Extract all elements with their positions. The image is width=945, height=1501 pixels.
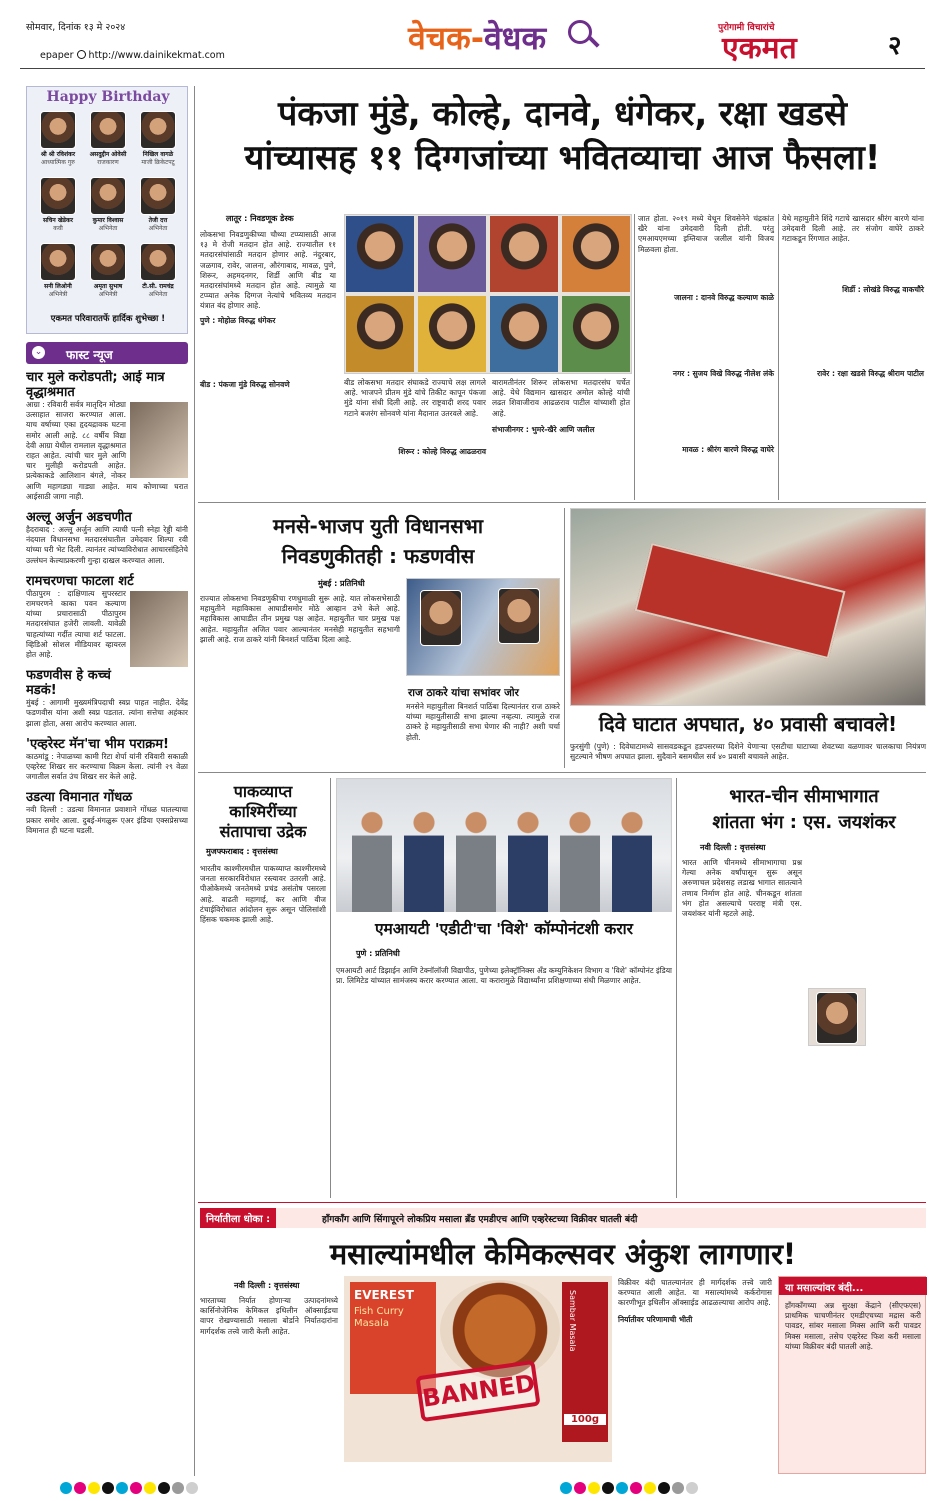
color-dot xyxy=(186,1482,198,1494)
person-photo xyxy=(90,243,126,281)
spice-strap-text: हाँगकाँग आणि सिंगापूरने लोकप्रिय मसाला ब्रँड एमडीएच आणि एव्हरेस्टच्या विक्रीवर घातली बंदी xyxy=(322,1214,638,1225)
candidate-photo xyxy=(346,216,414,292)
person-figure xyxy=(352,808,392,912)
lead-col2: बीड लोकसभा मतदार संघाकडे राज्याचे लक्ष लागले आहे. भाजपने प्रीतम मुंडे यांचे तिकीट कापून पंकजा मुंडे यांना संधी दिली आहे. तर राष्ट्रवादी शरद पवार गटाने बजरंग सोनवणे यांना मैदानात उतरवले आहे. शिरूर : कोल्हे विरुद्ध आढळराव xyxy=(344,378,486,456)
page-number: २ xyxy=(888,31,902,61)
spice-text: भारताच्या निर्यात होणाऱ्या उत्पादनांमध्ये कार्सिनोजेनिक केमिकल इथिलीन ऑक्साईडचा वापर रोखण्यासाठी मसाला बोर्डाने निर्यातदारांना मार्गदर्शक तत्त्वे जारी केली आहेत. xyxy=(200,1296,338,1336)
birthday-person xyxy=(33,111,83,175)
person-role: कवी xyxy=(53,225,63,232)
person-role: अभिनेत्री xyxy=(48,291,68,298)
person-photo xyxy=(90,177,126,215)
person-name: तेजी दत्त xyxy=(148,217,168,224)
spice-text-2: विक्रीवर बंदी घातल्यानंतर ही मार्गदर्शक तत्त्वे जारी करण्यात आली आहेत. या मसाल्यांमध्ये कर्करोगास कारणीभूत इथिलीन ऑक्साईड आढळल्याचा आरोप आहे. निर्यातीवर परिणामाची भीती xyxy=(618,1278,772,1324)
candidate-photo xyxy=(562,216,630,292)
person-role: अभिनेता xyxy=(98,225,118,232)
person-name: सचिन खेडेकर xyxy=(42,217,74,224)
color-dot xyxy=(88,1482,100,1494)
color-dot xyxy=(630,1482,642,1494)
fast-news-item[interactable] xyxy=(26,510,188,566)
banned-list-text: हाँगकाँगच्या अन्न सुरक्षा केंद्राने (सीएफएस) प्राथमिक चाचणीनंतर एमडीएचच्या मद्रास करी पावडर, सांबर मसाला मिक्स आणि करी पावडर मिक्स मसाला, तसेच एव्हरेस्ट फिश करी मसाला यांच्या विक्रीवर बंदी घातली आहे. xyxy=(785,1301,921,1351)
person-figure xyxy=(612,808,652,912)
everest-pack: EVEREST Fish Curry Masala xyxy=(350,1282,436,1394)
fast-news-item[interactable] xyxy=(26,370,188,502)
fast-news-list xyxy=(26,370,188,1475)
color-dot xyxy=(102,1482,114,1494)
spice-products-image xyxy=(344,1276,612,1462)
person-photo xyxy=(140,243,176,281)
china-headline-1: भारत-चीन सीमाभागात xyxy=(729,786,879,807)
color-dot xyxy=(602,1482,614,1494)
birthday-person xyxy=(33,177,83,241)
lead-headline-1: पंकजा मुंडे, कोल्हे, दानवे, धंगेकर, रक्षा खडसे xyxy=(277,94,848,134)
spice-tag: निर्यातीला धोका : xyxy=(200,1208,276,1228)
color-dot xyxy=(560,1482,572,1494)
lead-col5: येथे महायुतीने शिंदे गटाचे खासदार श्रीरंग बारणे यांना उमेदवारी दिली आहे. तर संजोग वाघेरे ठाकरे गटाकडून रिंगणात आहेत. शिर्डी : लोखंडे विरुद्ध वाकचौरे रावेर : रक्षा खडसे विरुद्ध श्रीराम पाटील xyxy=(782,214,924,378)
person-name: अमृता सुभाष xyxy=(93,283,123,290)
china-headline-2: शांतता भंग : एस. जयशंकर xyxy=(712,812,896,833)
fast-news-text: नवी दिल्ली : उडत्या विमानात प्रवाशाने गोंधळ घातल्याचा प्रकार समोर आला. दुबई-मंगळुरू एअर इंडिया एक्सप्रेसच्या विमानात ही घटना घडली. xyxy=(26,805,188,835)
birthday-person xyxy=(133,177,183,241)
person-name: श्री श्री रविशंकर xyxy=(40,151,76,158)
color-dot xyxy=(658,1482,670,1494)
magnifier-icon xyxy=(568,20,592,44)
fast-news-text: हैदराबाद : अल्लू अर्जुन आणि त्याची पत्नी स्नेहा रेड्डी यांनी नंदयाल विधानसभा मतदारसंघातील उमेदवार शिल्पा रवी यांच्या घरी भेट दिली. त्यानंतर त्यांच्याविरोधात आचारसंहितेचे उल्लंघन केल्याप्रकरणी गुन्हा दाखल करण्यात आला. xyxy=(26,525,188,565)
person-photo xyxy=(140,177,176,215)
mit-text: एमआयटी आर्ट डिझाईन आणि टेक्नॉलॉजी विद्यापीठ, पुणेच्या इलेक्ट्रॉनिक्स अँड कम्युनिकेशन विभाग व 'विशे' कॉम्पोनंट इंडिया प्रा. लिमिटेड यांच्यात सामंजस्य करार करण्यात आला. या करारामुळे विद्यार्थ्यांना प्रशिक्षणाच्या संधी मिळणार आहेत. xyxy=(336,966,672,986)
person-photo xyxy=(90,111,126,149)
color-dot xyxy=(116,1482,128,1494)
banned-list-box xyxy=(778,1276,926,1474)
color-dot xyxy=(144,1482,156,1494)
kashmir-text: भारतीय काश्मीरमधील पाकव्याप्त काश्मीरमध्ये जनता सरकारविरोधात रस्त्यावर उतरली आहे. पीओकेमध्ये जनतेमध्ये प्रचंड असंतोष पसरला आहे. वाढती महागाई, कर आणि वीज टंचाईविरोधात आंदोलन सुरू असून पोलिसांशी हिंसक चकमक झाली आहे. xyxy=(200,864,326,925)
banned-list-title: या मसाल्यांवर बंदी... xyxy=(779,1277,927,1295)
candidate-photo xyxy=(346,296,414,372)
brand-tagline: पुरोगामी विचारांचे xyxy=(718,23,775,33)
section-title: वेचक-वेधक xyxy=(408,19,547,57)
kashmir-dateline: मुजफ्फराबाद : वृत्तसंस्था xyxy=(206,847,278,856)
fast-news-tab[interactable] xyxy=(26,342,188,364)
fast-news-title: अल्लू अर्जुन अडचणीत xyxy=(26,510,132,526)
fast-news-text: पीठापुरम : दाक्षिणात्य सुपरस्टार रामचरणने काका पवन कल्याण यांच्या प्रचारासाठी पीठापुरम मतदारसंघात हजेरी लावली. यावेळी चाहत्यांच्या गर्दीत त्याचा शर्ट फाटला. व्हिडिओ सोशल मीडियावर व्हायरल होत आहे. xyxy=(26,588,126,660)
birthday-person xyxy=(33,243,83,307)
registration-marks-right xyxy=(560,1482,698,1494)
color-dot xyxy=(644,1482,656,1494)
issue-date: सोमवार, दिनांक १३ मे २०२४ xyxy=(26,22,126,33)
person-figure xyxy=(508,808,548,912)
birthday-wish: एकमत परिवारातर्फे हार्दिक शुभेच्छा ! xyxy=(50,314,166,324)
sambar-pack: Sambar Masala 100g xyxy=(562,1282,608,1442)
candidate-photo xyxy=(562,296,630,372)
color-dot xyxy=(158,1482,170,1494)
lead-col3: बारामतीनंतर शिरूर लोकसभा मतदारसंघ चर्चेत आहे. येथे विद्यमान खासदार अमोल कोल्हे यांची लढत शिवाजीराव आढळराव पाटील यांच्याशी होत आहे. संभाजीनगर : भुमरे-खैरे आणि जलील xyxy=(492,378,630,434)
color-dot xyxy=(672,1482,684,1494)
fast-news-label: फास्ट न्यूज xyxy=(66,348,113,362)
masthead xyxy=(0,0,945,78)
color-dot xyxy=(130,1482,142,1494)
lead-headline-2: यांच्यासह ११ दिग्गजांच्या भवितव्याचा आज फैसला! xyxy=(244,138,881,178)
brand-logo: एकमत xyxy=(722,31,797,66)
birthday-box xyxy=(26,86,188,334)
person-role: अभिनेता xyxy=(148,291,168,298)
person-role: अभिनेता xyxy=(148,225,168,232)
fast-news-item[interactable] xyxy=(26,790,188,836)
fast-news-title: 'एव्हरेस्ट मॅन'चा भीम पराक्रम! xyxy=(26,736,169,752)
lead-dateline: लातूर : निवडणूक डेस्क xyxy=(226,214,294,223)
mns-text-2: मनसेने महायुतीला बिनशर्त पाठिंबा दिल्यानंतर राज ठाकरे यांच्या महायुतीसाठी सभा झाल्या नव्हत्या. त्यामुळे राज ठाकरे हे महायुतीसाठी सभा घेणार की नाही? अशी चर्चा होती. xyxy=(406,702,560,742)
fast-news-title: उडत्या विमानात गोंधळ xyxy=(26,790,133,806)
color-dot xyxy=(172,1482,184,1494)
china-dateline: नवी दिल्ली : वृत्तसंस्था xyxy=(700,843,766,852)
color-dot xyxy=(588,1482,600,1494)
birthday-person xyxy=(133,111,183,175)
birthday-person xyxy=(83,243,133,307)
spice-headline: मसाल्यांमधील केमिकल्सवर अंकुश लागणार! xyxy=(329,1237,797,1271)
color-dot xyxy=(616,1482,628,1494)
fast-news-item[interactable] xyxy=(26,737,188,783)
person-photo xyxy=(40,177,76,215)
spice-strap xyxy=(200,1208,926,1228)
accident-headline: दिवे घाटात अपघात, ४० प्रवासी बचावले! xyxy=(598,712,898,736)
person-name: असदुद्दीन ओवेसी xyxy=(89,151,127,158)
person-role: आध्यात्मिक गुरु xyxy=(41,159,75,166)
birthday-title: Happy Birthday xyxy=(46,89,170,105)
globe-icon xyxy=(77,50,86,59)
fast-news-text: काठमांडू : नेपाळच्या कामी रिटा शेर्पा यांनी रविवारी सकाळी एव्हरेस्ट शिखर सर करण्याचा विक्रम केला. त्यांनी २९ वेळा जगातील सर्वात उंच शिखर सर केले आहे. xyxy=(26,751,188,782)
person-photo xyxy=(40,111,76,149)
person-figure xyxy=(560,808,600,912)
epaper-link[interactable]: epaper http://www.dainikekmat.com xyxy=(40,50,225,61)
chevron-down-icon: ⌄ xyxy=(32,346,45,359)
birthday-person xyxy=(83,111,133,175)
person-role: माजी क्रिकेटपटू xyxy=(141,159,175,166)
mns-headline-1: मनसे-भाजप युती विधानसभा xyxy=(272,514,484,538)
birthday-grid xyxy=(33,111,183,307)
candidate-photo xyxy=(418,216,486,292)
fast-news-title: चार मुले करोडपती; आई मात्र वृद्धाश्रमात xyxy=(26,370,165,400)
fast-news-title: फडणवीस हे कच्चं मडकं! xyxy=(26,668,111,699)
person-name: सनी लिओनी xyxy=(44,283,72,290)
kashmir-headline: पाकव्याप्त काश्मिरींच्या संतापाचा उद्रेक xyxy=(219,782,307,841)
mns-dateline: मुंबई : प्रतिनिधी xyxy=(318,579,365,588)
person-figure xyxy=(404,808,444,912)
person-name: कुमार विश्वास xyxy=(92,217,124,224)
mit-headline: एमआयटी 'एडीटी'चा 'विशे' कॉम्पोनंटशी करार xyxy=(374,920,634,938)
mit-dateline: पुणे : प्रतिनिधी xyxy=(356,949,400,958)
color-dot xyxy=(60,1482,72,1494)
china-text: भारत आणि चीनमध्ये सीमाभागाचा प्रश्न गेल्या अनेक वर्षांपासून सुरू असून अरुणाचल प्रदेशसह लडाख भागात सातत्याने तणाव निर्माण होत आहे. चीनकडून शांतता भंग होत असल्याचे परराष्ट्र मंत्री एस. जयशंकर यांनी म्हटले आहे. xyxy=(682,858,802,919)
fast-news-text: आग्रा : रविवारी सर्वत्र मातृदिन मोठ्या उत्साहात साजरा करण्यात आला. याच वर्षाच्या एका हृदयद्रावक घटना समोर आली आहे. ८८ वर्षीय विद्या देवी आग्रा येथील रामलाल वृद्धाश्रमात राहत आहेत. त्यांची चार मुले आणि चार मुलीही करोडपती आहेत. प्रत्येकाकडे आलिशान बंगले, नोकर आणि महागड्या गाड्या आहेत. माय कोणाच्या घरात आईसाठी जागा नाही. xyxy=(26,400,188,501)
birthday-person xyxy=(133,243,183,307)
person-photo xyxy=(40,243,76,281)
person-name: टी.सी. रामचंद्र xyxy=(142,283,174,290)
fast-news-title: रामचरणचा फाटला शर्ट xyxy=(26,573,134,589)
spice-dateline: नवी दिल्ली : वृत्तसंस्था xyxy=(234,1281,300,1290)
birthday-person xyxy=(83,177,133,241)
candidate-photo xyxy=(418,296,486,372)
lead-col1: लोकसभा निवडणुकीच्या चौथ्या टप्प्यासाठी आज १३ मे रोजी मतदान होत आहे. राज्यातील ११ मतदारसंघांसाठी मतदान होणार आहे. नंदुरबार, जळगाव, रावेर, जालना, औरंगाबाद, मावळ, पुणे, शिरूर, अहमदनगर, शिर्डी आणि बीड या मतदारसंघांमध्ये मतदान होत आहे. त्यामुळे या टप्प्यात अनेक दिग्गज नेत्यांचे भवितव्य मतदान यंत्रात बंद होणार आहे. पुणे : मोहोळ विरुद्ध धंगेकर बीड : पंकजा मुंडे विरुद्ध सोनवणे xyxy=(200,230,336,389)
lead-col4: जात होता. २०१९ मध्ये येथून शिवसेनेने चंद्रकांत खैरे यांना उमेदवारी दिली होती. परंतु एमआयएमच्या इम्तियाज जलील यांनी विजय मिळवला होता. जालना : दानवे विरुद्ध कल्याण काळे नगर : सुजय विखे विरुद्ध नीलेश लंके मावळ : श्रीरंग बारणे विरुद्ध वाघेरे xyxy=(638,214,774,455)
fast-news-photo xyxy=(130,591,188,667)
person-figure xyxy=(456,808,496,912)
registration-marks xyxy=(60,1482,198,1494)
fast-news-item[interactable] xyxy=(26,574,188,660)
fast-news-text: मुंबई : आगामी मुख्यमंत्रिपदाची स्वप्न पाहत नाहीत. देवेंद्र फडणवीस यांना अशी स्वप्न पडतात. त्यांना सत्तेचा अहंकार झाला होता, असा आरोप करण्यात आला. xyxy=(26,698,188,728)
mns-text: राज्यात लोकसभा निवडणुकीचा रणधुमाळी सुरू आहे. यात लोकसभेसाठी महायुतीने महाविकास आघाडीसमोर मोठे आव्हान उभे केले आहे. महाविकास आघाडीत तीन प्रमुख पक्ष आहेत. महायुतीत चार प्रमुख पक्ष आहेत. महायुतीत अजित पवार आल्यानंतर मनसेही महायुतीत सहभागी झाली आहे. राज ठाकरे यांनी बिनशर्त पाठिंबा दिला आहे. xyxy=(200,594,400,644)
person-role: राजकारण xyxy=(97,159,119,166)
fast-news-photo xyxy=(130,402,188,478)
mns-headline-2: निवडणुकीतही : फडणवीस xyxy=(281,544,475,568)
person-role: अभिनेत्री xyxy=(98,291,118,298)
fast-news-item[interactable] xyxy=(26,668,188,729)
raj-caption: राज ठाकरे यांचा सभांवर जोर xyxy=(408,687,519,699)
banned-stamp: BANNED xyxy=(415,1360,540,1422)
color-dot xyxy=(74,1482,86,1494)
candidate-photo xyxy=(490,296,558,372)
person-photo xyxy=(140,111,176,149)
color-dot xyxy=(686,1482,698,1494)
accident-text: फुरसुंगी (पुणे) : दिवेघाटामध्ये सासवडकडून हडपसरच्या दिशेने येणाऱ्या एसटीचा घाटाच्या शेवटच्या वळणावर चालकाचा नियंत्रण सुटल्याने भीषण अपघात झाला. सुदैवाने बसमधील सर्व ४० प्रवासी बचावले आहेत. xyxy=(570,742,926,762)
person-name: निखिल वागळे xyxy=(142,151,174,158)
color-dot xyxy=(574,1482,586,1494)
candidate-photo xyxy=(490,216,558,292)
